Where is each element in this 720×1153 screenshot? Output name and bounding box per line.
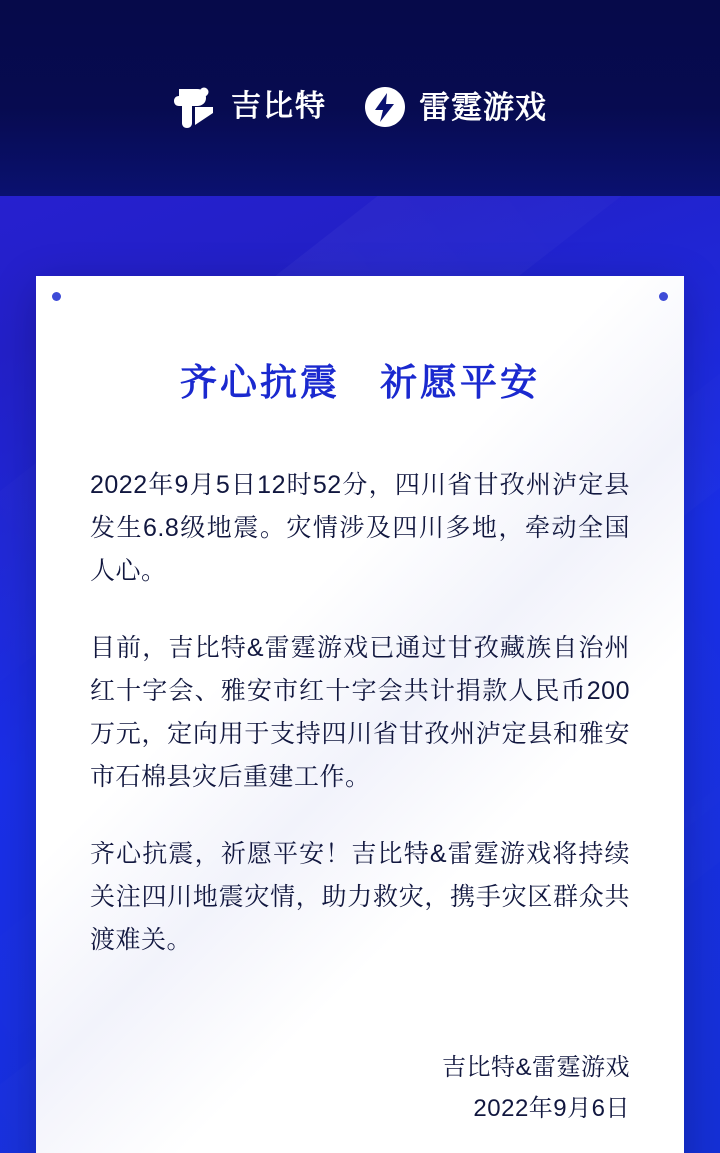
jibit-logo-icon bbox=[173, 85, 219, 129]
header-banner bbox=[0, 0, 720, 196]
card-wrapper bbox=[0, 196, 720, 1153]
page-title: 齐心抗震 祈愿平安 bbox=[180, 362, 540, 403]
signature-date: 2022年9月6日 bbox=[473, 1094, 630, 1122]
leiting-bolt-icon bbox=[361, 85, 407, 129]
brand-leiting bbox=[361, 85, 547, 129]
notice-card bbox=[36, 276, 684, 1153]
brand-row bbox=[173, 85, 547, 129]
corner-dot-icon bbox=[659, 292, 668, 301]
brand-jibit bbox=[173, 85, 327, 129]
paragraph-2: 目前，吉比特&雷霆游戏已通过甘孜藏族自治州红十字会、雅安市红十字会共计捐款人民币200万元，定向用于支持四川省甘孜州泸定县和雅安市石棉县灾后重建工作。 bbox=[90, 634, 630, 791]
signature-name: 吉比特&雷霆游戏 bbox=[441, 1054, 630, 1081]
signature-block bbox=[90, 1048, 630, 1130]
paragraph-1: 2022年9月5日12时52分，四川省甘孜州泸定县发生6.8级地震。灾情涉及四川多地，牵动全国人心。 bbox=[90, 471, 630, 585]
paragraph-3: 齐心抗震，祈愿平安！吉比特&雷霆游戏将持续关注四川地震灾情，助力救灾，携手灾区群众共渡难关。 bbox=[90, 840, 630, 954]
brand-jibit-label: 吉比特 bbox=[231, 90, 327, 123]
brand-leiting-label: 雷霆游戏 bbox=[419, 89, 547, 125]
corner-dot-icon bbox=[52, 292, 61, 301]
